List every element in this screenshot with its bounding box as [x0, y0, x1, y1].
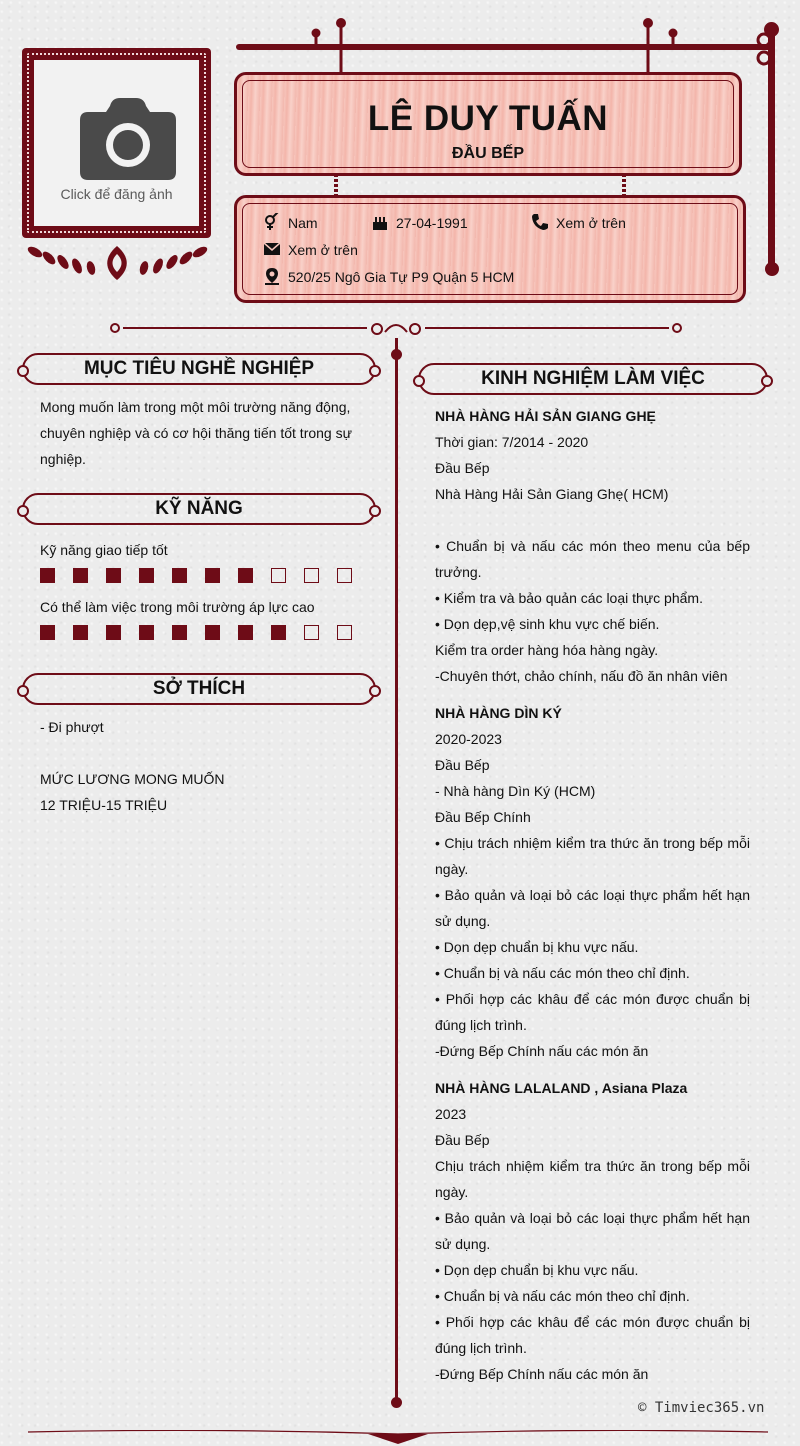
skill-level-square: [337, 625, 352, 640]
skill-level-square: [172, 625, 187, 640]
experience-line: Kiểm tra order hàng hóa hàng ngày.: [435, 642, 659, 658]
experience-line: -Đứng Bếp Chính nấu các món ăn: [435, 1366, 649, 1382]
skill-level-square: [106, 625, 121, 640]
upload-hint: Click để đăng ảnh: [60, 186, 173, 202]
skill-rating: [40, 625, 352, 640]
skill-level-square: [238, 568, 253, 583]
skill-level-square: [271, 568, 286, 583]
experience-line: Nhà Hàng Hải Sản Giang Ghẹ( HCM): [435, 486, 669, 502]
experience-line: -Đứng Bếp Chính nấu các món ăn: [435, 1043, 649, 1059]
skill-name: Có thể làm việc trong môi trường áp lực cao: [40, 599, 315, 615]
experience-line: • Chuẩn bị và nấu các món theo chỉ định.: [435, 965, 690, 981]
experience-item: [435, 403, 750, 689]
experience-heading: KINH NGHIỆM LÀM VIỆC: [418, 363, 768, 395]
experience-line: 2020-2023: [435, 731, 502, 747]
cake-icon: [371, 213, 389, 231]
email-field: [288, 242, 358, 258]
skill-name: Kỹ năng giao tiếp tốt: [40, 542, 168, 558]
hobbies-text: - Đi phượt: [40, 719, 104, 735]
salary-label: MỨC LƯƠNG MONG MUỐN: [40, 771, 225, 787]
experience-line: • Bảo quản và loại bỏ các loại thực phẩm hết hạn sử dụng.: [435, 887, 750, 929]
laurel-decoration: [25, 240, 210, 282]
experience-line: • Dọn dẹp chuẩn bị khu vực nấu.: [435, 1262, 639, 1278]
company-name: NHÀ HÀNG DÌN KÝ: [435, 705, 562, 721]
skill-level-square: [337, 568, 352, 583]
gender-icon: [263, 213, 281, 231]
experience-line: Đầu Bếp: [435, 460, 490, 476]
experience-line: Đầu Bếp Chính: [435, 809, 531, 825]
email-icon: [263, 240, 281, 258]
skill-level-square: [304, 625, 319, 640]
skill-level-square: [205, 568, 220, 583]
phone-value: Xem ở trên: [556, 215, 626, 231]
skill-rating: [40, 568, 352, 583]
address-field: [288, 269, 514, 285]
experience-line: • Chuẩn bị và nấu các món theo menu của bếp trưởng.: [435, 538, 750, 580]
skill-level-square: [205, 625, 220, 640]
phone-field: [556, 215, 626, 231]
experience-line: - Nhà hàng Dìn Ký (HCM): [435, 783, 596, 799]
experience-line: • Dọn dẹp chuẩn bị khu vực nấu.: [435, 939, 639, 955]
ornament-divider: [105, 320, 687, 336]
experience-line: • Dọn dẹp,vệ sinh khu vực chế biến.: [435, 616, 660, 632]
hobbies-heading: SỞ THÍCH: [22, 673, 376, 705]
company-name: NHÀ HÀNG LALALAND , Asiana Plaza: [435, 1080, 688, 1096]
salary-value: 12 TRIỆU-15 TRIỆU: [40, 797, 168, 813]
column-divider: [395, 338, 398, 1404]
birthday-field: [396, 215, 468, 231]
skill-level-square: [172, 568, 187, 583]
skills-heading: KỸ NĂNG: [22, 493, 376, 525]
skill-level-square: [271, 625, 286, 640]
experience-line: Thời gian: 7/2014 - 2020: [435, 434, 589, 450]
experience-line: Chịu trách nhiệm kiểm tra thức ăn trong bếp mỗi ngày.: [435, 1158, 750, 1200]
address-value: 520/25 Ngô Gia Tự P9 Quận 5 HCM: [288, 269, 515, 285]
skill-level-square: [238, 625, 253, 640]
experience-line: • Chuẩn bị và nấu các món theo chỉ định.: [435, 1288, 690, 1304]
avatar-upload[interactable]: [34, 60, 199, 226]
experience-details: [435, 726, 750, 1064]
experience-line: • Phối hợp các khâu để các món được chuẩn bị đúng lịch trình.: [435, 1314, 750, 1356]
gender-field: [288, 215, 318, 231]
company-name: NHÀ HÀNG HẢI SẢN GIANG GHẸ: [435, 408, 656, 424]
phone-icon: [531, 213, 549, 231]
experience-line: Đầu Bếp: [435, 757, 490, 773]
skill-level-square: [73, 568, 88, 583]
sign-hangers: [300, 18, 770, 78]
email-value: Xem ở trên: [288, 242, 358, 258]
name-plate: [234, 72, 742, 176]
gender-value: Nam: [288, 215, 318, 231]
experience-line: -Chuyên thớt, chảo chính, nấu đồ ăn nhân viên: [435, 668, 728, 684]
skill-level-square: [40, 568, 55, 583]
skill-level-square: [304, 568, 319, 583]
experience-line: Đầu Bếp: [435, 1132, 490, 1148]
skill-level-square: [106, 568, 121, 583]
skill-level-square: [139, 625, 154, 640]
experience-line: • Kiểm tra và bảo quản các loại thực phẩm.: [435, 590, 703, 606]
camera-icon: [80, 98, 176, 180]
sign-pole-bottom: [765, 262, 779, 276]
experience-item: [435, 1075, 750, 1387]
experience-details: [435, 429, 750, 689]
experience-details: [435, 1101, 750, 1387]
experience-line: [435, 507, 750, 533]
location-icon: [263, 267, 281, 285]
candidate-name: LÊ DUY TUẤN: [367, 99, 609, 138]
experience-line: 2023: [435, 1106, 467, 1122]
objective-heading: MỤC TIÊU NGHỀ NGHIỆP: [22, 353, 376, 385]
skill-level-square: [73, 625, 88, 640]
skill-level-square: [139, 568, 154, 583]
experience-item: [435, 700, 750, 1064]
skill-level-square: [40, 625, 55, 640]
experience-line: • Phối hợp các khâu để các món được chuẩn bị đúng lịch trình.: [435, 991, 750, 1033]
watermark: © Timviec365.vn: [638, 1400, 765, 1416]
objective-text: Mong muốn làm trong một môi trường năng động, chuyên nghiệp và có cơ hội thăng tiến tốt trong sự nghiệp.: [40, 399, 352, 467]
experience-line: • Bảo quản và loại bỏ các loại thực phẩm hết hạn sử dụng.: [435, 1210, 750, 1252]
bottom-divider: [28, 1430, 768, 1446]
birthday-value: 27-04-1991: [396, 215, 468, 231]
divider-dot-top: [391, 349, 402, 360]
experience-line: • Chịu trách nhiệm kiểm tra thức ăn trong bếp mỗi ngày.: [435, 835, 750, 877]
avatar-frame: [22, 48, 211, 238]
job-title: ĐẦU BẾP: [451, 145, 524, 162]
divider-dot-bottom: [391, 1397, 402, 1408]
